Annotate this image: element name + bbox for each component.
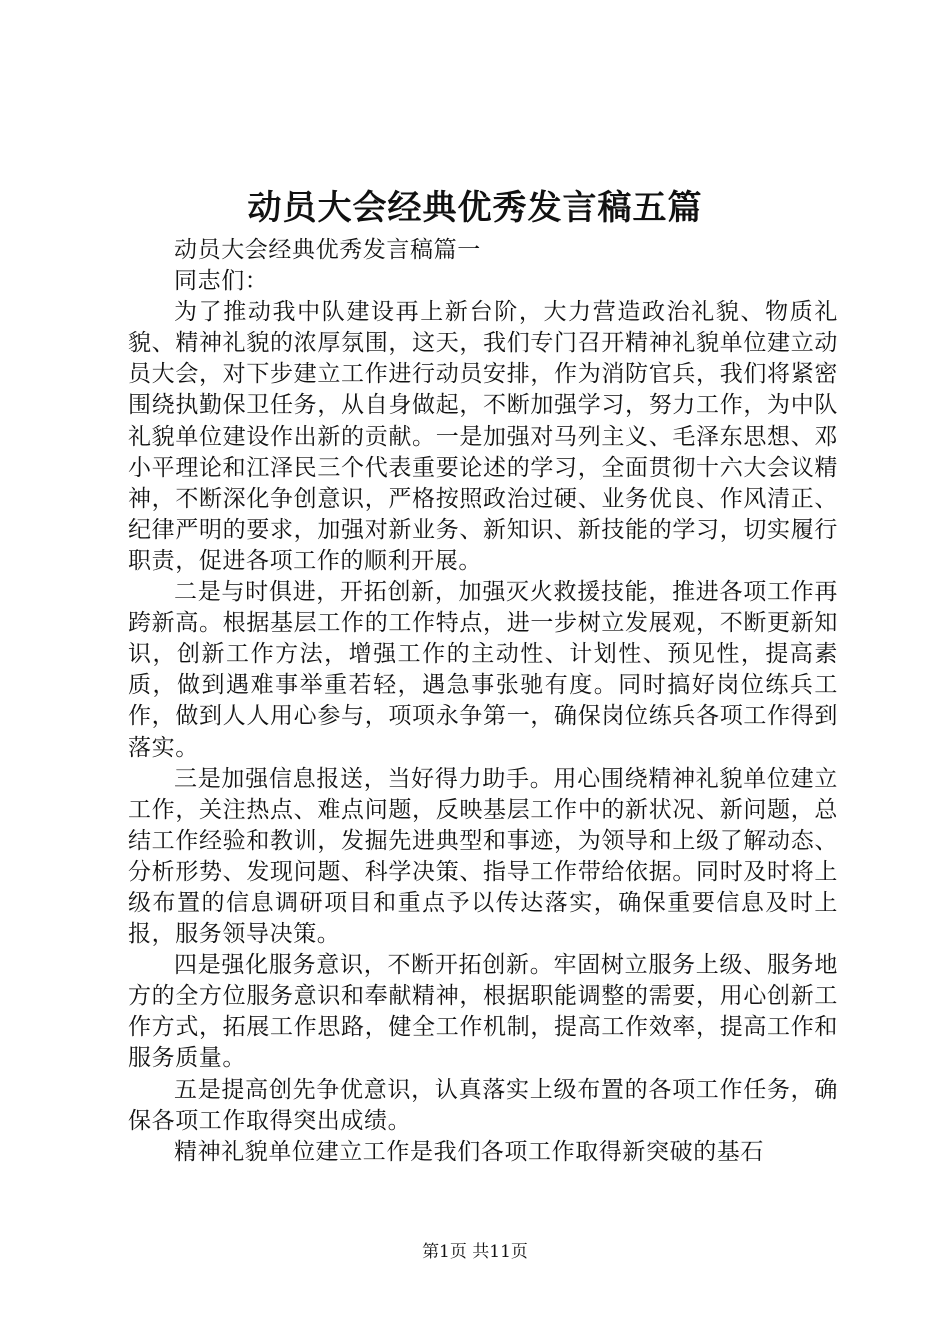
body-paragraph: 三是加强信息报送，当好得力助手。用心围绕精神礼貌单位建立工作，关注热点、难点问题，反映基层工作中的新状况、新问题，总结工作经验和教训，发掘先进典型和事迹，为领导和上级了解动态、分析形势、发现问题、科学决策、指导工作带给依据。同时及时将上级布置的信息调研项目和重点予以传达落实，确保重要信息及时上报，服务领导决策。 bbox=[128, 765, 838, 948]
body-paragraph: 为了推动我中队建设再上新台阶，大力营造政治礼貌、物质礼貌、精神礼貌的浓厚氛围，这天，我们专门召开精神礼貌单位建立动员大会，对下步建立工作进行动员安排，作为消防官兵，我们将紧密围绕执勤保卫任务，从自身做起，不断加强学习，努力工作，为中队礼貌单位建设作出新的贡献。一是加强对马列主义、毛泽东思想、邓小平理论和江泽民三个代表重要论述的学习，全面贯彻十六大会议精神，不断深化争创意识，严格按照政治过硬、业务优良、作风清正、纪律严明的要求，加强对新业务、新知识、新技能的学习，切实履行职责，促进各项工作的顺利开展。 bbox=[128, 299, 838, 574]
document-body bbox=[128, 235, 838, 1168]
salutation: 同志们： bbox=[174, 268, 269, 295]
page-number-footer: 第1页 共11页 bbox=[422, 1242, 528, 1262]
body-paragraph: 四是强化服务意识，不断开拓创新。牢固树立服务上级、服务地方的全方位服务意识和奉献精神，根据职能调整的需要，用心创新工作方式，拓展工作思路，健全工作机制，提高工作效率，提高工作和服务质量。 bbox=[128, 952, 838, 1072]
body-paragraph: 二是与时俱进，开拓创新，加强灭火救援技能，推进各项工作再跨新高。根据基层工作的工作特点，进一步树立发展观，不断更新知识，创新工作方法，增强工作的主动性、计划性、预见性，提高素质，做到遇难事举重若轻，遇急事张驰有度。同时搞好岗位练兵工作，做到人人用心参与，项项永争第一，确保岗位练兵各项工作得到落实。 bbox=[128, 579, 838, 761]
body-paragraph: 精神礼貌单位建立工作是我们各项工作取得新突破的基石 bbox=[174, 1138, 764, 1165]
document-title: 动员大会经典优秀发言稿五篇 bbox=[247, 188, 703, 228]
section-heading: 动员大会经典优秀发言稿篇一 bbox=[174, 237, 481, 263]
body-paragraph: 五是提高创先争优意识，认真落实上级布置的各项工作任务，确保各项工作取得突出成绩。 bbox=[128, 1076, 838, 1134]
